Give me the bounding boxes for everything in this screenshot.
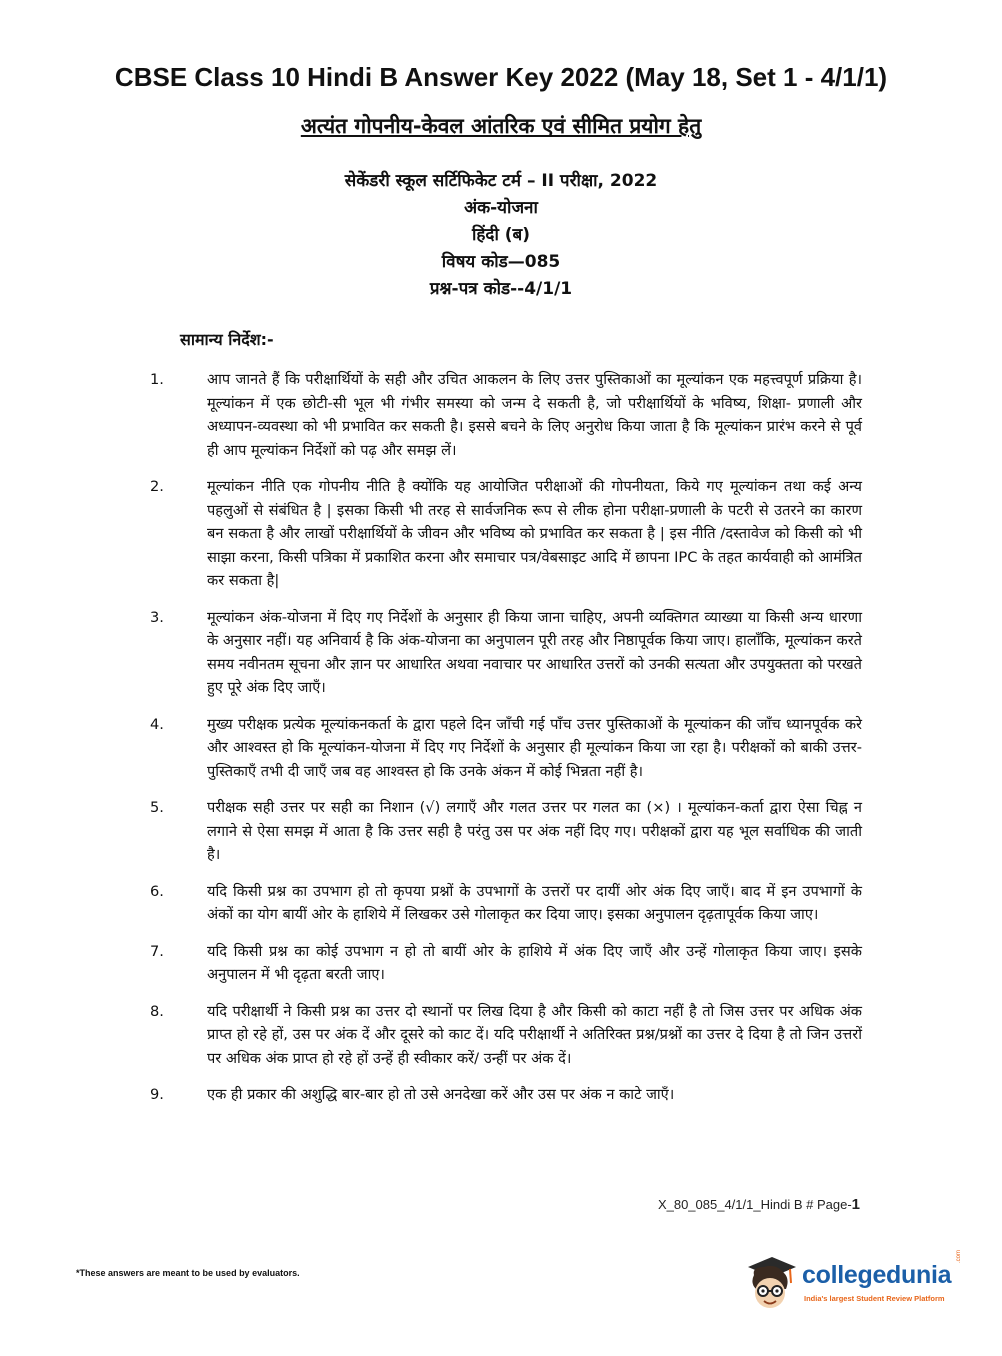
item-text: यदि किसी प्रश्न का कोई उपभाग न हो तो बायीं ओर के हाशिये में अंक दिए जाएँ और उन्हें गोलाकृत किया जाए। इसके अनुपालन में भी दृढ़ता बरती जाए। (207, 942, 862, 983)
graduate-mascot-icon (742, 1253, 798, 1313)
page-title: CBSE Class 10 Hindi B Answer Key 2022 (May 18, Set 1 - 4/1/1) (114, 62, 888, 92)
item-number: 1. (150, 371, 164, 388)
item-text: यदि परीक्षार्थी ने किसी प्रश्न का उत्तर दो स्थानों पर लिख दिया है और किसी को काटा नहीं है तो जिस उत्तर पर अधिक अंक प्राप्त हो रहे हों, उस पर अंक दें और दूसरे को काट दें। यदि परीक्षार्थी ने अतिरिक्त प्रश्न/प्रश्नों का उत्तर दे दिया है तो जिन उत्तरों पर अधिक अंक प्राप्त हो रहे हों उन्हें ही स्वीकार करें/ उन्हीं पर अंक दें। (207, 1002, 862, 1067)
list-item (150, 475, 862, 593)
paper-code: प्रश्न-पत्र कोड--4/1/1 (429, 279, 573, 299)
subject-name: हिंदी (ब) (471, 225, 531, 245)
list-item (150, 880, 862, 927)
item-text: यदि किसी प्रश्न का उपभाग हो तो कृपया प्रश्नों के उपभागों के उत्तरों पर दायीं ओर अंक दिए जाएँ। बाद में इन उपभागों के अंकों का योग बायीं ओर के हाशिये में लिखकर उसे गोलाकृत कर दिया जाए। इसका अनुपालन दृढ़तापूर्वक किया जाए। (207, 882, 862, 923)
collegedunia-logo (742, 1249, 972, 1313)
instructions-list (150, 368, 862, 1120)
list-item (150, 606, 862, 700)
item-number: 4. (150, 715, 164, 733)
subject-code: विषय कोड—085 (441, 252, 561, 272)
footer-code-text: X_80_085_4/1/1_Hindi B # Page- (657, 1197, 852, 1212)
item-text: मूल्यांकन नीति एक गोपनीय नीति है क्योंकि यह आयोजित परीक्षाओं की गोपनीयता, किये गए मूल्यांकन तथा कई अन्य पहलुओं से संबंधित है | इसका किसी भी तरह से सार्वजनिक रूप से लीक होना परीक्षा-प्रणाली के पटरी से उतरने का कारण बन सकता है और लाखों परीक्षार्थियों के जीवन और भविष्य को प्रभावित कर सकता है | इस नीति /दस्तावेज को किसी को भी साझा करना, किसी पत्रिका में प्रकाशित करना और समाचार पत्र/वेबसाइट आदि में छापना IPC के तहत कार्यवाही को आमंत्रित कर सकता है| (207, 478, 862, 589)
item-text: एक ही प्रकार की अशुद्धि बार-बार हो तो उसे अनदेखा करें और उस पर अंक न काटे जाएँ। (207, 1086, 675, 1103)
exam-headings (0, 168, 1002, 303)
item-number: 5. (150, 799, 164, 816)
page-footer-code (658, 1196, 860, 1213)
list-item (150, 368, 862, 462)
item-number: 6. (150, 882, 164, 900)
item-text: मूल्यांकन अंक-योजना में दिए गए निर्देशों के अनुसार ही किया जाना चाहिए, अपनी व्यक्तिगत व्याख्या या किसी अन्य धारणा के अनुसार नहीं। यह अनिवार्य है कि अंक-योजना का अनुपालन पूरी तरह और निष्ठापूर्वक किया जाए। हालाँकि, मूल्यांकन करते समय नवीनतम सूचना और ज्ञान पर आधारित अथवा नवाचार पर आधारित उत्तरों को उनकी सत्यता और उपयुक्तता को परखते हुए पूरे अंक दिए जाएँ। (207, 608, 862, 696)
brand-name: collegedunia (802, 1261, 952, 1289)
list-item (150, 940, 862, 987)
brand-domain-suffix: .com (956, 1249, 962, 1263)
item-number: 2. (150, 478, 164, 495)
brand-tagline: India's largest Student Review Platform (804, 1294, 945, 1303)
instructions-title: सामान्य निर्देश:- (180, 330, 274, 349)
marking-scheme-label: अंक-योजना (464, 198, 538, 218)
item-number: 8. (150, 1002, 164, 1020)
list-item (150, 1083, 862, 1107)
item-text: आप जानते हैं कि परीक्षार्थियों के सही और उचित आकलन के लिए उत्तर पुस्तिकाओं का मूल्यांकन एक महत्त्वपूर्ण प्रक्रिया है। मूल्यांकन में एक छोटी-सी भूल भी गंभीर समस्या को जन्म दे सकती है, जो परीक्षार्थियों के भविष्य, शिक्षा- प्रणाली और अध्यापन-व्यवस्था को भी प्रभावित कर सकती है। इससे बचने के लिए अनुरोध किया जाता है कि मूल्यांकन प्रारंभ करने से पूर्व ही आप मूल्यांकन निर्देशों को पढ़ और समझ लें। (207, 371, 862, 459)
evaluators-note: *These answers are meant to be used by evaluators. (76, 1268, 300, 1278)
list-item (150, 1000, 862, 1071)
confidential-heading: अत्यंत गोपनीय-केवल आंतरिक एवं सीमित प्रयोग हेतु (300, 114, 702, 138)
item-number: 3. (150, 608, 164, 626)
item-text: मुख्य परीक्षक प्रत्येक मूल्यांकनकर्ता के द्वारा पहले दिन जाँची गई पाँच उत्तर पुस्तिकाओं के मूल्यांकन की जाँच ध्यानपूर्वक करे और आश्वस्त हो कि मूल्यांकन-योजना में दिए गए निर्देशों के अनुसार ही मूल्यांकन किया जा रहा है। परीक्षकों को बाकी उत्तर- पुस्तिकाएँ तभी दी जाएँ जब वह आश्वस्त हो कि उनके अंकन में कोई भिन्नता नहीं है। (207, 715, 862, 780)
list-item (150, 713, 862, 784)
page-number: 1 (851, 1196, 860, 1213)
exam-name: सेकेंडरी स्कूल सर्टिफिकेट टर्म – II परीक्षा, 2022 (344, 171, 658, 191)
item-number: 9. (150, 1086, 164, 1103)
item-text: परीक्षक सही उत्तर पर सही का निशान (√) लगाएँ और गलत उत्तर पर गलत का (×) । मूल्यांकन-कर्ता द्वारा ऐसा चिह्न न लगाने से ऐसा समझ में आता है कि उत्तर सही है परंतु उस पर अंक नहीं दिए गए। परीक्षकों द्वारा यह भूल सर्वाधिक की जाती है। (207, 799, 862, 863)
list-item (150, 796, 862, 867)
item-number: 7. (150, 942, 164, 960)
